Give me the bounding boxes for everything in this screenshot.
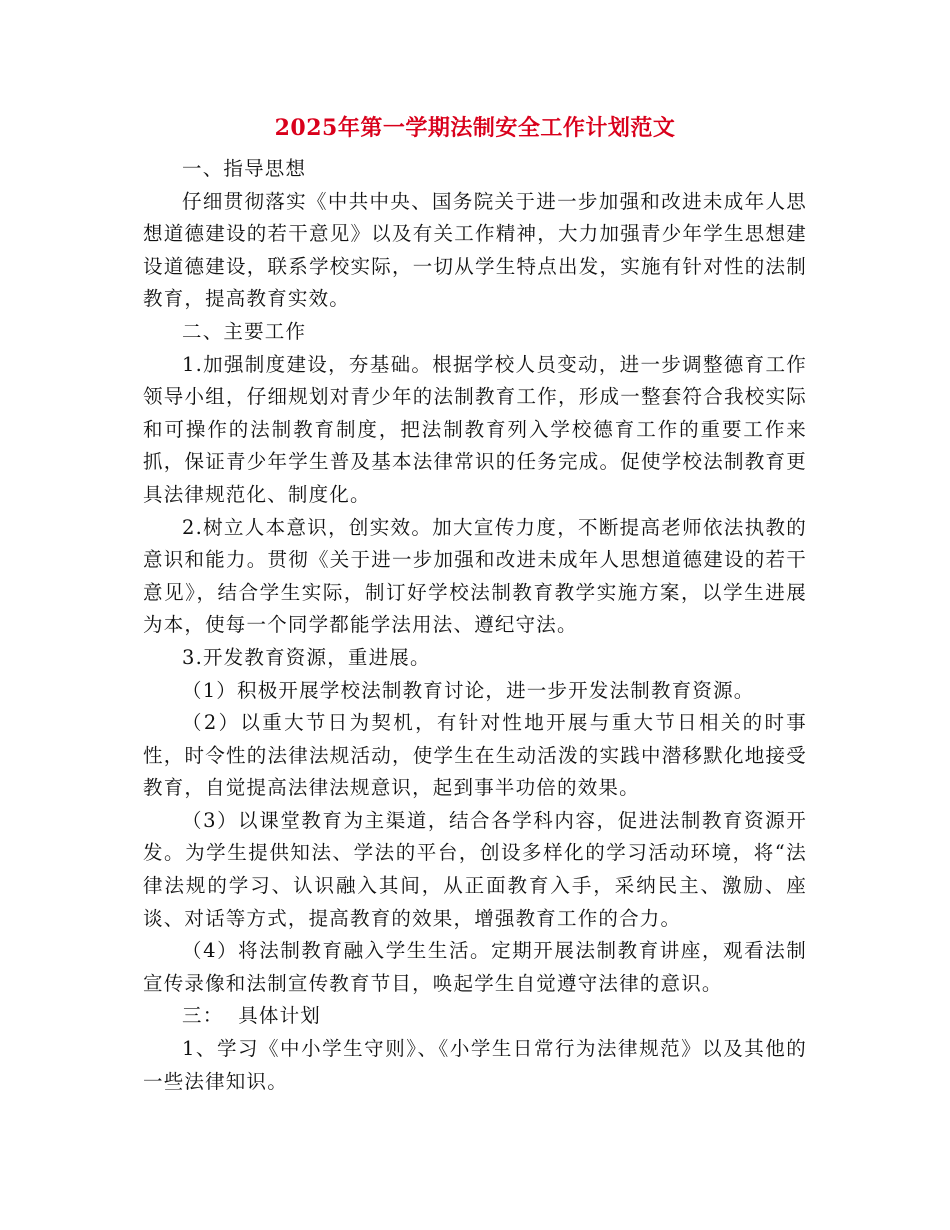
- plan-item-1: 1、学习《中小学生守则》、《小学生日常行为法律规范》以及其他的一些法律知识。: [143, 1037, 807, 1093]
- sub-item-2: （2）以重大节日为契机，有针对性地开展与重大节日相关的时事性，时令性的法律法规活动，使学生在生动活泼的实践中潜移默化地接受教育，自觉提高法律法规意识，起到事半功倍的效果。: [143, 711, 807, 800]
- document-body: [143, 153, 807, 1098]
- section-heading-specific-plan: 三： 具体计划: [182, 1004, 321, 1028]
- section-heading-guiding-ideology: 一、指导思想: [182, 157, 307, 180]
- paragraph-guiding-ideology: 仔细贯彻落实《中共中央、国务院关于进一步加强和改进未成年人思想道德建设的若干意见》以及有关工作精神，大力加强青少年学生思想建设道德建设，联系学校实际，一切从学生特点出发，实施有针对性的法制教育，提高教育实效。: [143, 189, 807, 311]
- sub-item-4: （4）将法制教育融入学生生活。定期开展法制教育讲座，观看法制宣传录像和法制宣传教育节目，唤起学生自觉遵守法律的意识。: [143, 939, 807, 995]
- sub-item-3: （3）以课堂教育为主渠道，结合各学科内容，促进法制教育资源开发。为学生提供知法、学法的平台，创设多样化的学习活动环境，将“法律法规的学习、认识融入其间，从正面教育入手，采纳民主、激励、座谈、对话等方式，提高教育的效果，增强教育工作的合力。: [143, 808, 807, 930]
- work-item-2: 2.树立人本意识，创实效。加大宣传力度，不断提高老师依法执教的意识和能力。贯彻《关于进一步加强和改进未成年人思想道德建设的若干意见》，结合学生实际，制订好学校法制教育教学实施方案，以学生进展为本，使每一个同学都能学法用法、遵纪守法。: [143, 515, 807, 637]
- work-item-3: 3.开发教育资源，重进展。: [182, 645, 431, 669]
- section-heading-main-work: 二、主要工作: [182, 319, 307, 343]
- work-item-1: 1.加强制度建设，夯基础。根据学校人员变动，进一步调整德育工作领导小组，仔细规划对青少年的法制教育工作，形成一整套符合我校实际和可操作的法制教育制度，把法制教育列入学校德育工作的重要工作来抓，保证青少年学生普及基本法律常识的任务完成。促使学校法制教育更具法律规范化、制度化。: [143, 352, 807, 506]
- sub-item-1: （1）积极开展学校法制教育讨论，进一步开发法制教育资源。: [182, 678, 755, 702]
- document-page: [143, 0, 807, 1230]
- document-title: 2025年第一学期法制安全工作计划范文: [274, 115, 676, 141]
